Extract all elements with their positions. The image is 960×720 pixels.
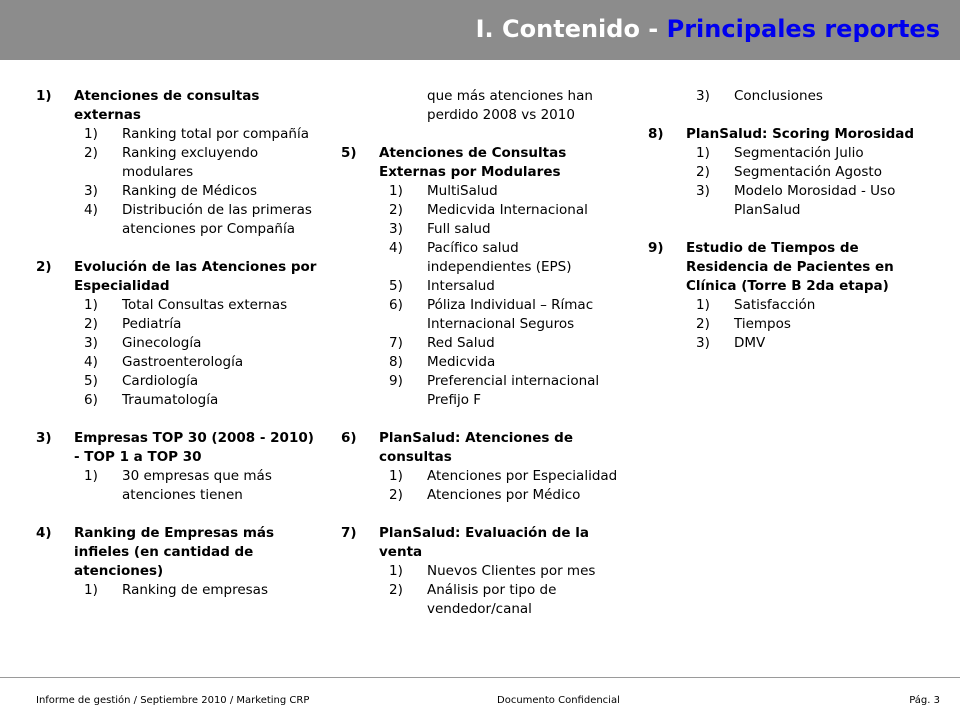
item-number: 2) [389, 202, 403, 218]
item-text: Satisfacción [734, 297, 816, 313]
section-8 [648, 125, 933, 220]
page-title [476, 12, 940, 46]
item-number: 3) [696, 88, 710, 104]
footer-divider [0, 677, 960, 678]
list-item [648, 163, 933, 182]
list-item [648, 315, 933, 334]
item-text: Red Salud [427, 335, 495, 351]
item-text: Medicvida [427, 354, 496, 370]
item-text: Nuevos Clientes por mes [427, 563, 596, 579]
section-1 [36, 87, 321, 239]
item-number: 8) [389, 354, 403, 370]
item-text: Análisis por tipo de vendedor/canal [427, 582, 557, 617]
item-text: Conclusiones [734, 88, 823, 104]
section-7 [341, 524, 626, 619]
item-text: DMV [734, 335, 766, 351]
item-text: Ranking de empresas [122, 582, 268, 598]
list-item [36, 334, 321, 353]
list-item [341, 277, 626, 296]
list-item [341, 562, 626, 581]
item-number: 4) [84, 354, 98, 370]
item-text: Pediatría [122, 316, 182, 332]
list-item [341, 467, 626, 486]
list-item [648, 334, 933, 353]
item-text: Preferencial internacional Prefijo F [427, 373, 600, 408]
content-column-3 [648, 87, 933, 372]
item-number: 7) [389, 335, 403, 351]
section-4 [36, 524, 321, 600]
item-text: Distribución de las primeras atenciones por Compañía [122, 202, 312, 237]
item-number: 2) [389, 487, 403, 503]
title-highlight: Principales reportes [666, 15, 940, 43]
section-number: 5) [341, 145, 357, 161]
page-number: Pág. 3 [909, 695, 940, 706]
list-item [341, 201, 626, 220]
item-number: 3) [84, 183, 98, 199]
section-title: Empresas TOP 30 (2008 - 2010) - TOP 1 a TOP 30 [74, 430, 314, 465]
item-text: Cardiología [122, 373, 199, 389]
section-title: PlanSalud: Scoring Morosidad [686, 126, 915, 142]
section-6 [341, 429, 626, 505]
item-text: Total Consultas externas [122, 297, 288, 313]
item-number: 2) [84, 316, 98, 332]
item-text: Modelo Morosidad - Uso PlanSalud [734, 183, 896, 218]
list-item [341, 296, 626, 334]
item-number: 1) [389, 468, 403, 484]
item-number: 6) [84, 392, 98, 408]
item-number: 4) [84, 202, 98, 218]
item-text: Atenciones por Especialidad [427, 468, 618, 484]
item-text: MultiSalud [427, 183, 498, 199]
item-number: 3) [696, 183, 710, 199]
header-bar [0, 0, 960, 60]
section-5 [341, 144, 626, 410]
item-text: Atenciones por Médico [427, 487, 581, 503]
list-item [341, 239, 626, 277]
item-number: 1) [84, 297, 98, 313]
section-number: 1) [36, 88, 52, 104]
item-number: 1) [84, 468, 98, 484]
section-number: 4) [36, 525, 52, 541]
item-text: Gastroenterología [122, 354, 244, 370]
list-item [648, 87, 933, 106]
item-number: 5) [84, 373, 98, 389]
list-item [36, 467, 321, 505]
item-text: Tiempos [734, 316, 791, 332]
item-number: 3) [389, 221, 403, 237]
item-text: Segmentación Julio [734, 145, 864, 161]
section-number: 2) [36, 259, 52, 275]
section-title: PlanSalud: Evaluación de la venta [379, 525, 590, 560]
section-number: 3) [36, 430, 52, 446]
list-item [36, 182, 321, 201]
section-title: Ranking de Empresas más infieles (en cantidad de atenciones) [74, 525, 275, 579]
item-text: Ginecología [122, 335, 202, 351]
footer-confidential: Documento Confidencial [497, 695, 620, 706]
list-item [36, 296, 321, 315]
list-item [36, 372, 321, 391]
list-item [36, 125, 321, 144]
footer-report-info: Informe de gestión / Septiembre 2010 / Marketing CRP [36, 695, 310, 706]
item-number: 3) [84, 335, 98, 351]
item-text: Full salud [427, 221, 491, 237]
item-number: 9) [389, 373, 403, 389]
section-number: 9) [648, 240, 664, 256]
item-number: 1) [696, 145, 710, 161]
section-3 [36, 429, 321, 505]
item-number: 2) [389, 582, 403, 598]
section-9 [648, 239, 933, 353]
item-number: 2) [84, 145, 98, 161]
section-title: Evolución de las Atenciones por Especialidad [74, 259, 317, 294]
item-text: Ranking de Médicos [122, 183, 258, 199]
section-title: Estudio de Tiempos de Residencia de Pacientes en Clínica (Torre B 2da etapa) [686, 240, 894, 294]
list-item [341, 220, 626, 239]
list-item [648, 182, 933, 220]
item-number: 1) [696, 297, 710, 313]
item-text: Ranking excluyendo modulares [122, 145, 259, 180]
section-title: Atenciones de consultas externas [74, 88, 260, 123]
item-number: 4) [389, 240, 403, 256]
list-item [341, 353, 626, 372]
section-title: PlanSalud: Atenciones de consultas [379, 430, 573, 465]
item-number: 1) [84, 126, 98, 142]
item-text: Segmentación Agosto [734, 164, 882, 180]
section-title: Atenciones de Consultas Externas por Modulares [379, 145, 567, 180]
item-text: Pacífico salud independientes (EPS) [427, 240, 572, 275]
item-text: 30 empresas que más atenciones tienen [122, 468, 272, 503]
list-item [36, 391, 321, 410]
section-number: 7) [341, 525, 357, 541]
section-7-continued [648, 87, 933, 106]
section-4-continued [341, 87, 626, 125]
list-item [36, 315, 321, 334]
list-item [341, 372, 626, 410]
list-item [341, 182, 626, 201]
list-item [648, 296, 933, 315]
content-column-2 [341, 87, 626, 638]
item-continuation-text: que más atenciones han perdido 2008 vs 2010 [427, 88, 593, 123]
section-number: 8) [648, 126, 664, 142]
item-text: Medicvida Internacional [427, 202, 588, 218]
list-item [36, 144, 321, 182]
list-item [341, 334, 626, 353]
item-number: 2) [696, 164, 710, 180]
item-number: 5) [389, 278, 403, 294]
item-text: Póliza Individual – Rímac Internacional Seguros [427, 297, 594, 332]
item-text: Intersalud [427, 278, 495, 294]
item-number: 2) [696, 316, 710, 332]
list-item [36, 581, 321, 600]
title-prefix: I. Contenido - [475, 15, 667, 43]
section-2 [36, 258, 321, 410]
section-number: 6) [341, 430, 357, 446]
item-number: 1) [389, 183, 403, 199]
item-number: 6) [389, 297, 403, 313]
item-number: 1) [389, 563, 403, 579]
list-item [341, 486, 626, 505]
list-item [36, 201, 321, 239]
item-text: Traumatología [122, 392, 219, 408]
list-item [36, 353, 321, 372]
list-item [648, 144, 933, 163]
item-number: 1) [84, 582, 98, 598]
item-text: Ranking total por compañía [122, 126, 309, 142]
content-column-1 [36, 87, 321, 619]
list-item [341, 581, 626, 619]
item-number: 3) [696, 335, 710, 351]
